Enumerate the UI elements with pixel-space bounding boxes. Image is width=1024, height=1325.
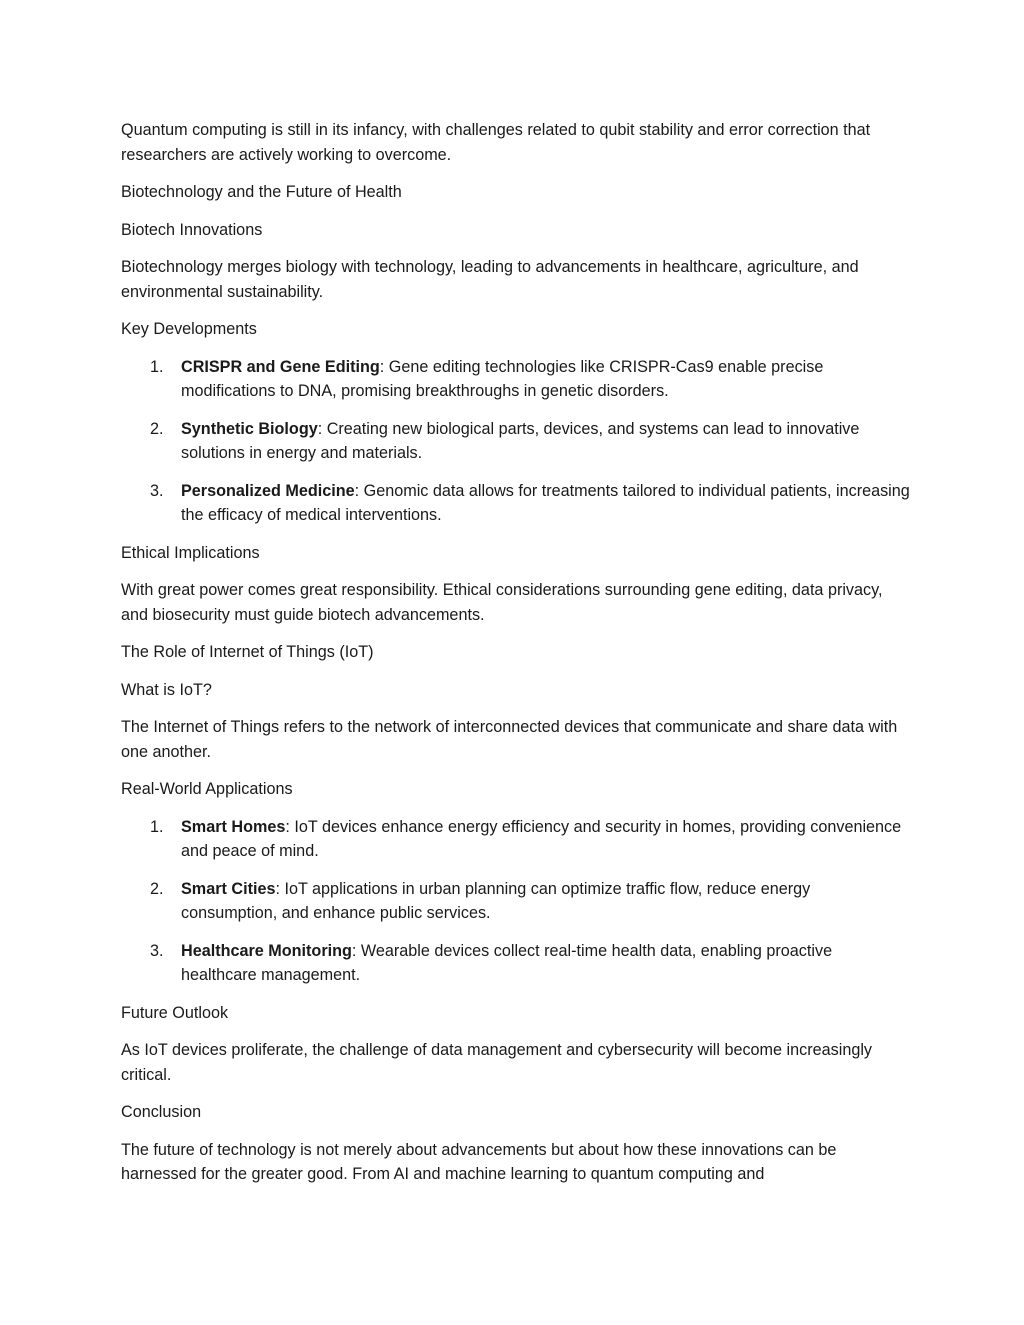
heading-biotech-innovations: Biotech Innovations (121, 220, 263, 239)
list-item-term: Smart Homes (181, 817, 286, 836)
key-developments-list (121, 355, 911, 528)
heading-key-developments: Key Developments (121, 320, 257, 338)
paragraph-conclusion: The future of technology is not merely about advancements but about how these innovations can be harnessed for the greater good. From AI and machine learning to quantum computing and (121, 1140, 837, 1183)
list-item-text: : IoT devices enhance energy efficiency and security in homes, providing convenience and peace of mind. (181, 817, 902, 860)
paragraph-great-power: With great power comes great responsibility. Ethical considerations surrounding gene editing, data privacy, and biosecurity must guide biotech advancements. (121, 581, 883, 624)
document-page (121, 118, 911, 1200)
list-item-text: : Genomic data allows for treatments tailored to individual patients, increasing the efficacy of medical interventions. (181, 481, 910, 524)
list-number: 2. (150, 419, 164, 438)
list-item-text: : IoT applications in urban planning can optimize traffic flow, reduce energy consumption, and enhance public services. (181, 879, 811, 922)
list-number: 1. (150, 357, 164, 376)
heading-what-is-iot: What is IoT? (121, 680, 212, 699)
list-item-text: : Gene editing technologies like CRISPR-Cas9 enable precise modifications to DNA, promising breakthroughs in genetic disorders. (181, 357, 824, 400)
list-number: 1. (150, 817, 164, 836)
list-number: 3. (150, 941, 164, 960)
list-item (121, 355, 911, 404)
heading-conclusion: Conclusion (121, 1103, 202, 1121)
paragraph-biotech-merges: Biotechnology merges biology with technology, leading to advancements in healthcare, agriculture, and environmental sustainability. (121, 258, 859, 301)
heading-role-of-iot: The Role of Internet of Things (IoT) (121, 643, 374, 661)
paragraph-iot-proliferate: As IoT devices proliferate, the challenge of data management and cybersecurity will become increasingly critical. (121, 1041, 873, 1084)
heading-biotechnology-future-health: Biotechnology and the Future of Health (121, 183, 402, 201)
list-item (121, 815, 911, 864)
paragraph-quantum-infancy: Quantum computing is still in its infancy, with challenges related to qubit stability and error correction that researchers are actively working to overcome. (121, 121, 871, 164)
paragraph-iot-definition: The Internet of Things refers to the network of interconnected devices that communicate and share data with one another. (121, 718, 898, 761)
list-item (121, 479, 911, 528)
applications-list (121, 815, 911, 988)
list-item-term: Smart Cities (181, 879, 276, 898)
list-item-term: Healthcare Monitoring (181, 941, 352, 960)
list-number: 3. (150, 481, 164, 500)
list-number: 2. (150, 879, 164, 898)
list-item-text: : Creating new biological parts, devices, and systems can lead to innovative solutions in energy and materials. (181, 419, 860, 462)
heading-real-world-applications: Real-World Applications (121, 780, 293, 798)
list-item-term: CRISPR and Gene Editing (181, 357, 380, 376)
list-item-term: Personalized Medicine (181, 481, 355, 500)
heading-ethical-implications: Ethical Implications (121, 543, 260, 562)
list-item (121, 417, 911, 466)
list-item-term: Synthetic Biology (181, 419, 318, 438)
list-item (121, 939, 911, 988)
list-item (121, 877, 911, 926)
heading-future-outlook: Future Outlook (121, 1003, 229, 1022)
list-item-text: : Wearable devices collect real-time health data, enabling proactive healthcare management. (181, 941, 833, 984)
